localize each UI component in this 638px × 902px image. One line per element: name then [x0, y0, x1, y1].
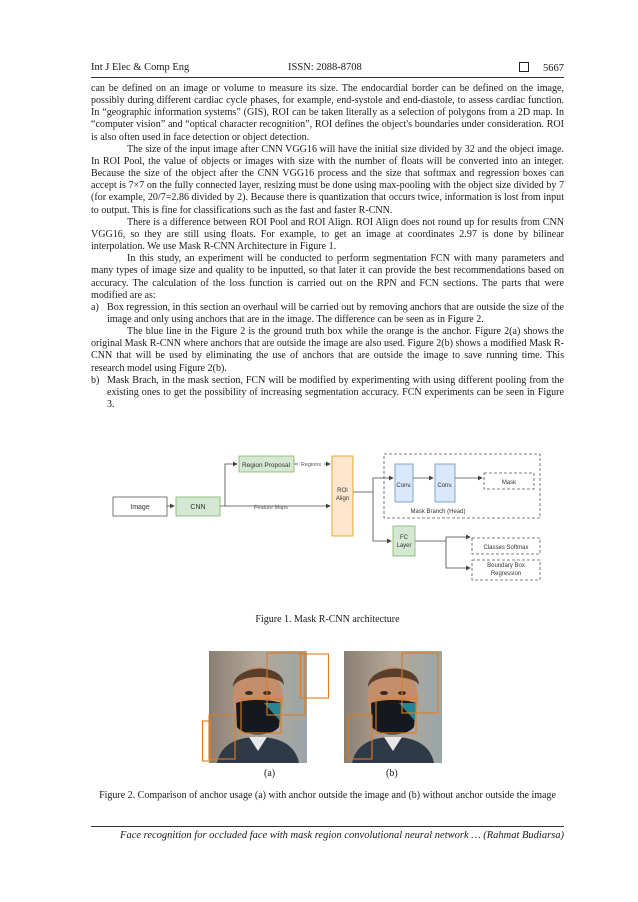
body-text [91, 83, 564, 411]
edge-fc-bbox [446, 541, 470, 568]
paragraph: The size of the input image after CNN VGG16 will have the initial size divided by 32 and the object image. In ROI Pool, the value of objects or images with size with the number of floats will be converted into an integer. Because the size of the object after the CNN VGG16 process and the size that softmax and regression boxes can accept is 7×7 on the fully connected layer, resizing must be done using max-pooling with the object size divided by 7 (for example, 20/7=2.86 divided by 2). Because there is quantization that occurs twice, information is lost from input to output. This is fine for classifications such as the fast and faster R-CNN. [91, 143, 564, 216]
list-item-text: Box regression, in this section an overhaul will be carried out by removing anchors that are outside the size of the image and only using anchors that are in the image. The difference can be seen as in Figure 2. [107, 301, 564, 325]
mask-branch-label: Mask Branch (Head) [410, 509, 466, 515]
page-number: 5667 [543, 63, 564, 74]
paragraph: There is a difference between ROI Pool and ROI Align. ROI Align does not round up for results from CNN VGG16, so they are still using floats. For example, to get an image at coordinates 2.97 is done by bilinear interpolation. We use Mask R-CNN Architecture in Figure 1. [91, 216, 564, 253]
conv-2-label: Conv. [437, 483, 453, 489]
roi-align-label-2: Align [335, 496, 350, 502]
anchor-outside-image [300, 651, 330, 699]
roi-align-label-1: ROI [337, 488, 348, 494]
edge-cnn-region [225, 464, 237, 506]
list-item [91, 302, 564, 326]
image-node-label: Image [130, 504, 150, 511]
conv-1-label: Conv. [396, 483, 412, 489]
edge-roi-conv [353, 478, 393, 492]
fc-label-2: Layer [396, 543, 412, 549]
region-proposal-label: Region Proposal [241, 462, 291, 469]
paragraph: In this study, an experiment will be conducted to perform segmentation FCN with many parameters and many types of image size and quality to be inputted, so that later it can provide the best recommendations based on accuracy. The calculation of the loss function is carried out on the RPN and FCN sections. The parts that were modified are as: [91, 253, 564, 301]
figure-2a-photo [209, 651, 307, 763]
fc-label-1: FC [400, 535, 408, 541]
header-rule [91, 77, 564, 78]
mask-label: Mask [501, 480, 517, 486]
fc-layer-node [393, 526, 415, 556]
cnn-node-label: CNN [190, 504, 206, 511]
list-item-text: Mask Brach, in the mask section, FCN will be modified by experimenting with using different pooling from the existing ones to get the possibility of increasing segmentation accuracy. FCN experiments can be seen in Figure 3. [107, 374, 564, 411]
bbox-regression-label-1: Boundary Box [487, 563, 525, 569]
figure-2-caption: Figure 2. Comparison of anchor usage (a) with anchor outside the image and (b) without anchor outside the image [99, 790, 556, 801]
list-item [91, 375, 564, 411]
edge-roi-fc [373, 492, 391, 541]
running-header [91, 62, 564, 78]
page-number-group [519, 62, 564, 74]
edge-label-feature-maps: Feature Maps [254, 505, 288, 511]
anchor-outside-image-left [202, 720, 212, 764]
subfigure-label-b: (b) [386, 768, 398, 779]
bbox-regression-label-2: Regression [490, 571, 522, 577]
subfigure-label-a: (a) [264, 768, 276, 779]
running-footer: Face recognition for occluded face with mask region convolutional neural network … (Rahmat Budiarsa) [120, 830, 564, 841]
list-marker: a) [91, 301, 99, 313]
journal-name: Int J Elec & Comp Eng [91, 62, 190, 73]
classes-softmax-label: Classes Softmax [483, 545, 529, 551]
issn: ISSN: 2088-8708 [288, 62, 362, 73]
paragraph: The blue line in the Figure 2 is the ground truth box while the orange is the anchor. Figure 2(a) shows the original Mask R-CNN where anchors that are outside the image are also used. Figure 2(b) shows a modified Mask R-CNN that will be used by eliminating the use of anchors that are outside the image to save running time. This research model using Figure 2(b). [91, 326, 564, 374]
paragraph: can be defined on an image or volume to measure its size. The endocardial border can be defined on the image, possibly during different cardiac cycle phases, for example, end-systole and end-diastole, to assess cardiac function. In “geographic information systems” (GIS), ROI can be taken literally as a selection of polygons from a 2D map. In “computer vision” and “optical character recognition”, ROI defines the object's boundaries under consideration. ROI is also often used in face detection or object detection. [91, 83, 564, 143]
checkbox-icon [519, 62, 529, 72]
figure-1-caption: Figure 1. Mask R-CNN architecture [255, 614, 400, 625]
list-marker: b) [91, 374, 100, 386]
footer-rule [91, 826, 564, 827]
figure-1-diagram [108, 448, 542, 577]
figure-2b-photo [344, 651, 442, 763]
edge-label-regions: Regions [300, 462, 322, 468]
edge-fc-softmax [415, 537, 470, 541]
